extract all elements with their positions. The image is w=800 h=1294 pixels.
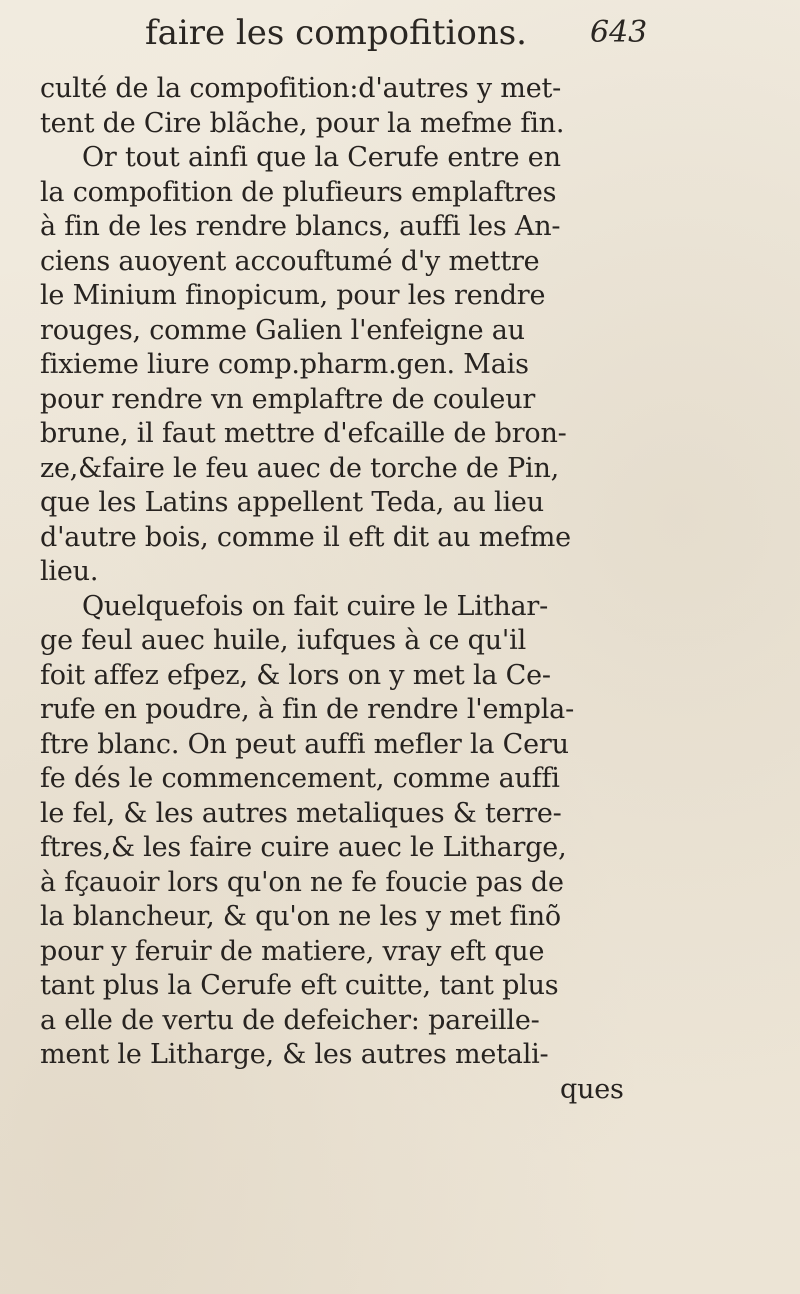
text-line: tent de Cire blãche, pour la mefme fin. [40,107,565,139]
text-line: ge feul auec huile, iufques à ce qu'il [40,625,527,656]
text-line: foit affez efpez, & lors on y met la Ce- [40,659,551,691]
paragraph-start-line: Or tout ainfi que la Cerufe entre en [82,142,561,173]
catchword: ques [560,1073,624,1105]
text-line: culté de la compofition:d'autres y met- [40,73,562,104]
text-line: à fçauoir lors qu'on ne fe foucie pas de [40,866,564,898]
text-line: a elle de vertu de defeicher: pareille- [40,1004,540,1036]
text-line: pour y feruir de matiere, vray eft que [40,935,545,967]
text-line: la compofition de plufieurs emplaftres [40,176,557,208]
text-line: ftres,& les faire cuire auec le Litharge, [40,832,567,863]
text-line: fe dés le commencement, comme auffi [40,763,560,794]
text-line: à fin de les rendre blancs, auffi les An- [40,211,561,242]
text-line: la blancheur, & qu'on ne les y met finõ [40,901,561,932]
text-line: rouges, comme Galien l'enfeigne au [40,314,525,346]
text-line: fixieme liure comp.pharm.gen. Mais [40,349,529,380]
page-header [145,10,795,60]
text-line: tant plus la Cerufe eft cuitte, tant plus [40,970,559,1001]
text-line: rufe en poudre, à fin de rendre l'empla- [40,694,574,725]
paragraph-start-line: Quelquefois on fait cuire le Lithar- [82,590,549,622]
text-line: d'autre bois, comme il eft dit au mefme [40,521,571,553]
text-line: le Minium finopicum, pour les rendre [40,280,546,311]
text-line: pour rendre vn emplaftre de couleur [40,383,536,415]
body-text [40,72,790,1107]
text-line: ze,&faire le feu auec de torche de Pin, [40,452,560,484]
text-line: le fel, & les autres metaliques & terre- [40,797,562,829]
text-line: que les Latins appellent Teda, au lieu [40,487,544,518]
text-line: lieu. [40,556,99,587]
text-line: ciens auoyent accouftumé d'y mettre [40,245,540,277]
text-line: brune, il faut mettre d'efcaille de bron- [40,418,567,449]
running-title: faire les compofitions. [145,13,527,53]
page-number: 643 [590,15,648,50]
text-line: ment le Litharge, & les autres metali- [40,1039,549,1070]
text-line: ftre blanc. On peut auffi mefler la Ceru [40,728,569,760]
